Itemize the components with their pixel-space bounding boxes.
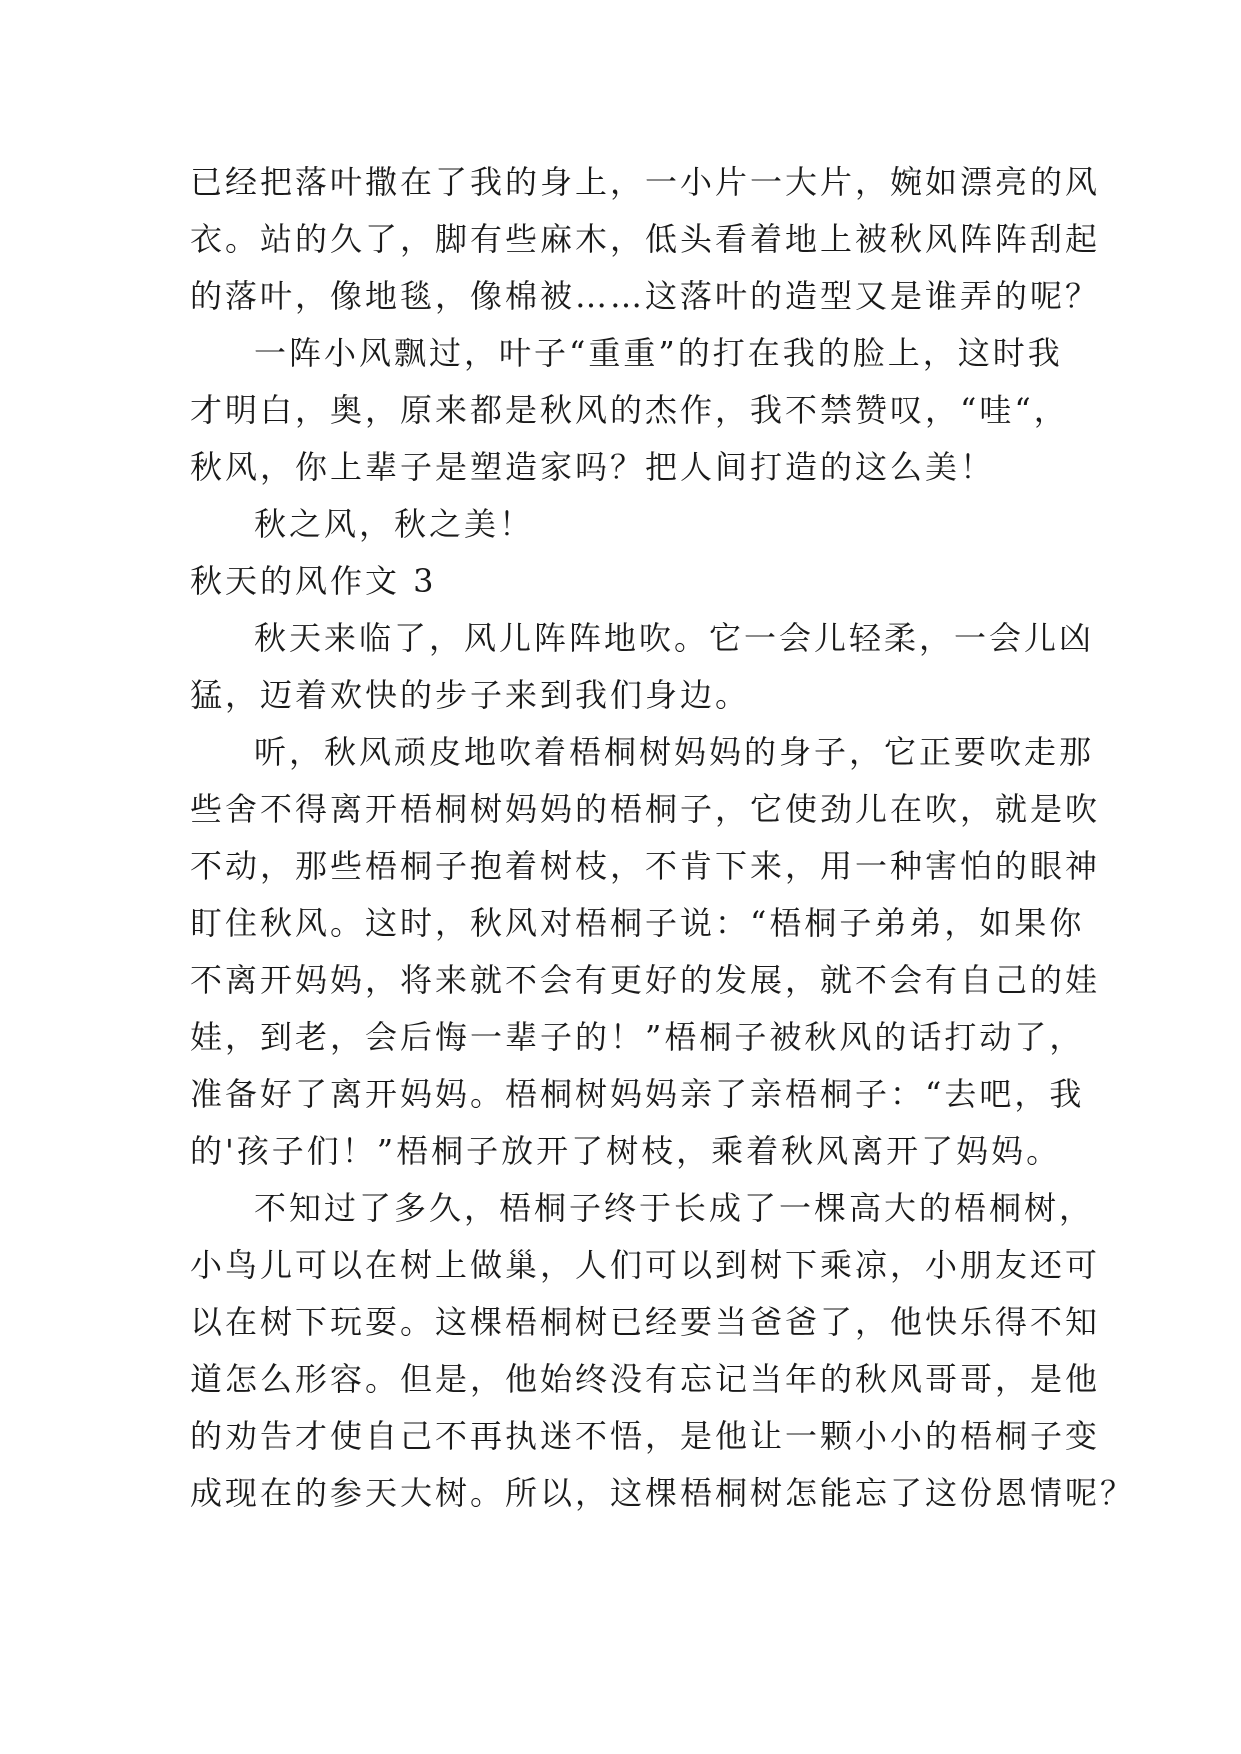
text-line: 不离开妈妈，将来就不会有更好的发展，就不会有自己的娃: [190, 961, 1101, 999]
document-body: [190, 154, 1136, 1522]
text-line: 准备好了离开妈妈。梧桐树妈妈亲了亲梧桐子：“去吧，我: [190, 1075, 1085, 1113]
section-heading: 秋天的风作文 3: [190, 562, 437, 600]
text-line: 小鸟儿可以在树上做巢，人们可以到树下乘凉，小朋友还可: [190, 1246, 1101, 1284]
text-line: 盯住秋风。这时，秋风对梧桐子说：“梧桐子弟弟，如果你: [190, 904, 1085, 942]
text-line: 不动，那些梧桐子抱着树枝，不肯下来，用一种害怕的眼神: [190, 847, 1101, 885]
text-line: 不知过了多久，梧桐子终于长成了一棵高大的梧桐树，: [254, 1189, 1095, 1227]
text-line: 的'孩子们！”梧桐子放开了树枝，乘着秋风离开了妈妈。: [190, 1132, 1062, 1170]
text-line: 成现在的参天大树。所以，这棵梧桐树怎能忘了这份恩情呢？: [190, 1474, 1136, 1512]
text-line: 秋之风，秋之美！: [254, 505, 535, 543]
text-line: 衣。站的久了，脚有些麻木，低头看着地上被秋风阵阵刮起: [190, 220, 1101, 258]
text-line: 娃，到老，会后悔一辈子的！”梧桐子被秋风的话打动了，: [190, 1018, 1085, 1056]
text-line: 以在树下玩耍。这棵梧桐树已经要当爸爸了，他快乐得不知: [190, 1303, 1101, 1341]
text-line: 秋风，你上辈子是塑造家吗？把人间打造的这么美！: [190, 448, 996, 486]
text-line: 秋天来临了，风儿阵阵地吹。它一会儿轻柔，一会儿凶: [254, 619, 1095, 657]
text-line: 的劝告才使自己不再执迷不悟，是他让一颗小小的梧桐子变: [190, 1417, 1101, 1455]
text-line: 猛，迈着欢快的步子来到我们身边。: [190, 676, 751, 714]
text-line: 已经把落叶撒在了我的身上，一小片一大片，婉如漂亮的风: [190, 163, 1101, 201]
text-line: 才明白，奥，原来都是秋风的杰作，我不禁赞叹，“哇“，: [190, 391, 1069, 429]
text-line: 些舍不得离开梧桐树妈妈的梧桐子，它使劲儿在吹，就是吹: [190, 790, 1101, 828]
text-line: 一阵小风飘过，叶子“重重”的打在我的脸上，这时我: [254, 334, 1063, 372]
text-line: 道怎么形容。但是，他始终没有忘记当年的秋风哥哥，是他: [190, 1360, 1101, 1398]
text-line: 的落叶，像地毯，像棉被……这落叶的造型又是谁弄的呢？: [190, 277, 1101, 315]
text-line: 听，秋风顽皮地吹着梧桐树妈妈的身子，它正要吹走那: [254, 733, 1095, 771]
